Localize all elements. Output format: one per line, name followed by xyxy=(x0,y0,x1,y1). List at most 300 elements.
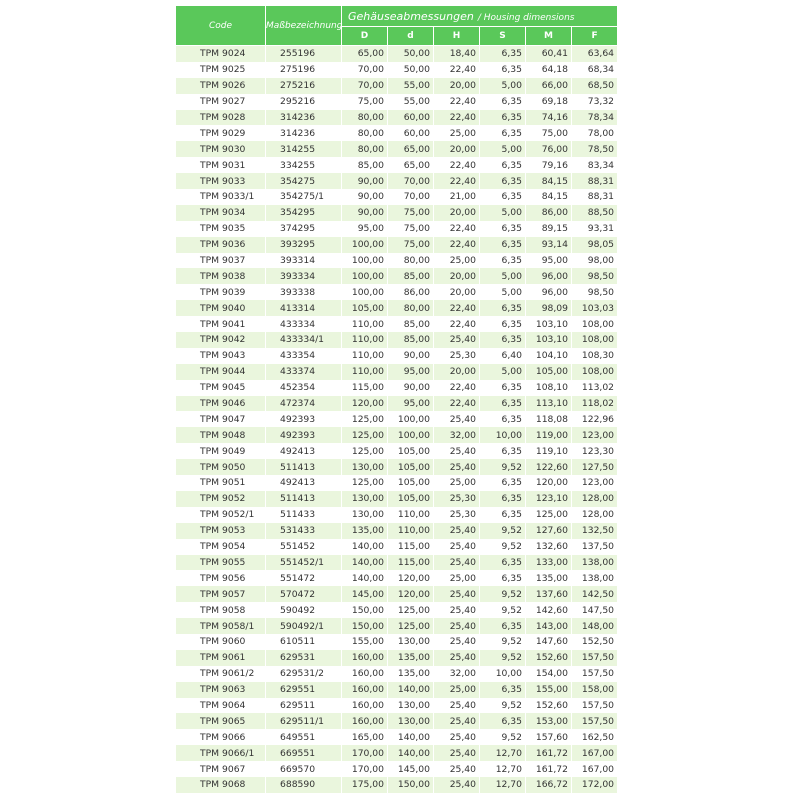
cell-d: 85,00 xyxy=(388,332,434,348)
cell-M: 147,60 xyxy=(526,634,572,650)
header-col-F: F xyxy=(572,27,618,46)
cell-H: 22,40 xyxy=(434,173,480,189)
cell-d: 150,00 xyxy=(388,777,434,793)
cell-massbezeichnung: 275196 xyxy=(266,62,342,78)
cell-D: 160,00 xyxy=(342,698,388,714)
cell-massbezeichnung: 314236 xyxy=(266,110,342,126)
cell-S: 5,00 xyxy=(480,268,526,284)
cell-code: TPM 9037 xyxy=(176,253,266,269)
cell-H: 25,40 xyxy=(434,713,480,729)
table-row xyxy=(176,396,618,412)
table-row xyxy=(176,602,618,618)
cell-F: 78,00 xyxy=(572,125,618,141)
cell-F: 68,50 xyxy=(572,78,618,94)
cell-H: 25,40 xyxy=(434,777,480,793)
cell-F: 157,50 xyxy=(572,666,618,682)
table-row xyxy=(176,666,618,682)
cell-H: 22,40 xyxy=(434,94,480,110)
cell-code: TPM 9066/1 xyxy=(176,745,266,761)
table-row xyxy=(176,46,618,62)
cell-d: 70,00 xyxy=(388,189,434,205)
table-row xyxy=(176,459,618,475)
table-row xyxy=(176,253,618,269)
cell-F: 128,00 xyxy=(572,491,618,507)
cell-H: 25,40 xyxy=(434,332,480,348)
cell-D: 125,00 xyxy=(342,427,388,443)
cell-H: 32,00 xyxy=(434,666,480,682)
cell-F: 103,03 xyxy=(572,300,618,316)
table-row xyxy=(176,713,618,729)
cell-D: 150,00 xyxy=(342,602,388,618)
cell-F: 172,00 xyxy=(572,777,618,793)
header-group-de: Gehäuseabmessungen xyxy=(348,9,474,23)
cell-H: 22,40 xyxy=(434,62,480,78)
cell-code: TPM 9024 xyxy=(176,46,266,62)
cell-d: 115,00 xyxy=(388,539,434,555)
cell-massbezeichnung: 492413 xyxy=(266,443,342,459)
cell-H: 22,40 xyxy=(434,300,480,316)
table-row xyxy=(176,411,618,427)
cell-M: 96,00 xyxy=(526,284,572,300)
cell-d: 50,00 xyxy=(388,62,434,78)
cell-M: 76,00 xyxy=(526,141,572,157)
table-row xyxy=(176,586,618,602)
cell-code: TPM 9067 xyxy=(176,761,266,777)
cell-F: 108,00 xyxy=(572,332,618,348)
cell-code: TPM 9048 xyxy=(176,427,266,443)
cell-d: 65,00 xyxy=(388,141,434,157)
cell-massbezeichnung: 570472 xyxy=(266,586,342,602)
cell-massbezeichnung: 629531/2 xyxy=(266,666,342,682)
cell-F: 88,31 xyxy=(572,189,618,205)
table-row xyxy=(176,745,618,761)
cell-H: 25,00 xyxy=(434,475,480,491)
cell-D: 170,00 xyxy=(342,761,388,777)
cell-M: 89,15 xyxy=(526,221,572,237)
cell-massbezeichnung: 551452/1 xyxy=(266,555,342,571)
cell-S: 6,40 xyxy=(480,348,526,364)
cell-M: 161,72 xyxy=(526,761,572,777)
cell-code: TPM 9036 xyxy=(176,237,266,253)
cell-M: 161,72 xyxy=(526,745,572,761)
cell-S: 9,52 xyxy=(480,539,526,555)
cell-M: 154,00 xyxy=(526,666,572,682)
table-row xyxy=(176,507,618,523)
cell-massbezeichnung: 255196 xyxy=(266,46,342,62)
cell-S: 6,35 xyxy=(480,237,526,253)
cell-d: 75,00 xyxy=(388,237,434,253)
cell-F: 147,50 xyxy=(572,602,618,618)
cell-S: 12,70 xyxy=(480,761,526,777)
cell-M: 74,16 xyxy=(526,110,572,126)
cell-H: 25,00 xyxy=(434,682,480,698)
cell-d: 60,00 xyxy=(388,125,434,141)
cell-code: TPM 9049 xyxy=(176,443,266,459)
cell-D: 170,00 xyxy=(342,745,388,761)
table-row xyxy=(176,729,618,745)
cell-S: 6,35 xyxy=(480,411,526,427)
table-row xyxy=(176,268,618,284)
cell-F: 142,50 xyxy=(572,586,618,602)
cell-H: 21,00 xyxy=(434,189,480,205)
cell-code: TPM 9033 xyxy=(176,173,266,189)
cell-M: 122,60 xyxy=(526,459,572,475)
header-group-en: / Housing dimensions xyxy=(477,12,575,23)
cell-d: 55,00 xyxy=(388,94,434,110)
cell-H: 25,00 xyxy=(434,570,480,586)
cell-H: 22,40 xyxy=(434,380,480,396)
table-row xyxy=(176,618,618,634)
cell-code: TPM 9055 xyxy=(176,555,266,571)
cell-H: 25,40 xyxy=(434,698,480,714)
cell-massbezeichnung: 354275 xyxy=(266,173,342,189)
cell-D: 110,00 xyxy=(342,316,388,332)
cell-S: 6,35 xyxy=(480,189,526,205)
cell-S: 9,52 xyxy=(480,602,526,618)
cell-D: 140,00 xyxy=(342,539,388,555)
header-housing-dimensions xyxy=(342,6,618,27)
header-col-D: D xyxy=(342,27,388,46)
cell-M: 152,60 xyxy=(526,698,572,714)
cell-code: TPM 9052/1 xyxy=(176,507,266,523)
cell-F: 108,30 xyxy=(572,348,618,364)
cell-H: 25,30 xyxy=(434,507,480,523)
cell-D: 135,00 xyxy=(342,523,388,539)
table-row xyxy=(176,682,618,698)
header-col-H: H xyxy=(434,27,480,46)
cell-H: 20,00 xyxy=(434,284,480,300)
cell-massbezeichnung: 551452 xyxy=(266,539,342,555)
cell-F: 127,50 xyxy=(572,459,618,475)
cell-S: 6,35 xyxy=(480,94,526,110)
cell-D: 80,00 xyxy=(342,110,388,126)
cell-d: 120,00 xyxy=(388,570,434,586)
table-row xyxy=(176,539,618,555)
cell-S: 6,35 xyxy=(480,507,526,523)
cell-massbezeichnung: 433374 xyxy=(266,364,342,380)
table-row xyxy=(176,523,618,539)
cell-S: 6,35 xyxy=(480,110,526,126)
cell-d: 85,00 xyxy=(388,268,434,284)
cell-d: 130,00 xyxy=(388,634,434,650)
table-row xyxy=(176,110,618,126)
cell-H: 25,40 xyxy=(434,443,480,459)
cell-H: 22,40 xyxy=(434,110,480,126)
cell-H: 25,40 xyxy=(434,745,480,761)
cell-massbezeichnung: 492413 xyxy=(266,475,342,491)
cell-massbezeichnung: 610511 xyxy=(266,634,342,650)
cell-D: 130,00 xyxy=(342,507,388,523)
cell-massbezeichnung: 275216 xyxy=(266,78,342,94)
cell-M: 113,10 xyxy=(526,396,572,412)
cell-code: TPM 9025 xyxy=(176,62,266,78)
cell-d: 55,00 xyxy=(388,78,434,94)
cell-S: 6,35 xyxy=(480,221,526,237)
cell-code: TPM 9041 xyxy=(176,316,266,332)
table-row xyxy=(176,284,618,300)
table-row xyxy=(176,650,618,666)
cell-massbezeichnung: 590492 xyxy=(266,602,342,618)
cell-d: 95,00 xyxy=(388,364,434,380)
cell-S: 9,52 xyxy=(480,523,526,539)
cell-massbezeichnung: 472374 xyxy=(266,396,342,412)
cell-S: 6,35 xyxy=(480,300,526,316)
cell-D: 110,00 xyxy=(342,332,388,348)
cell-F: 157,50 xyxy=(572,698,618,714)
cell-F: 78,34 xyxy=(572,110,618,126)
cell-M: 108,10 xyxy=(526,380,572,396)
cell-F: 148,00 xyxy=(572,618,618,634)
cell-F: 98,50 xyxy=(572,284,618,300)
cell-F: 88,31 xyxy=(572,173,618,189)
cell-D: 95,00 xyxy=(342,221,388,237)
cell-S: 6,35 xyxy=(480,682,526,698)
cell-massbezeichnung: 531433 xyxy=(266,523,342,539)
cell-d: 105,00 xyxy=(388,475,434,491)
cell-F: 63,64 xyxy=(572,46,618,62)
cell-F: 98,05 xyxy=(572,237,618,253)
cell-H: 25,40 xyxy=(434,618,480,634)
cell-d: 100,00 xyxy=(388,427,434,443)
cell-D: 155,00 xyxy=(342,634,388,650)
cell-F: 167,00 xyxy=(572,745,618,761)
cell-massbezeichnung: 629551 xyxy=(266,682,342,698)
table-row xyxy=(176,173,618,189)
cell-code: TPM 9029 xyxy=(176,125,266,141)
cell-F: 137,50 xyxy=(572,539,618,555)
cell-S: 6,35 xyxy=(480,570,526,586)
cell-S: 6,35 xyxy=(480,491,526,507)
cell-H: 25,40 xyxy=(434,729,480,745)
cell-F: 158,00 xyxy=(572,682,618,698)
cell-F: 157,50 xyxy=(572,713,618,729)
cell-H: 25,40 xyxy=(434,411,480,427)
cell-M: 143,00 xyxy=(526,618,572,634)
cell-D: 70,00 xyxy=(342,78,388,94)
cell-D: 70,00 xyxy=(342,62,388,78)
cell-d: 100,00 xyxy=(388,411,434,427)
cell-code: TPM 9026 xyxy=(176,78,266,94)
cell-M: 93,14 xyxy=(526,237,572,253)
cell-D: 160,00 xyxy=(342,713,388,729)
cell-H: 20,00 xyxy=(434,205,480,221)
cell-H: 25,00 xyxy=(434,125,480,141)
header-col-d: d xyxy=(388,27,434,46)
cell-H: 25,00 xyxy=(434,253,480,269)
cell-S: 9,52 xyxy=(480,586,526,602)
cell-F: 162,50 xyxy=(572,729,618,745)
cell-F: 152,50 xyxy=(572,634,618,650)
header-massbezeichnung: Maßbezeichnung xyxy=(266,6,342,46)
table-row xyxy=(176,189,618,205)
cell-massbezeichnung: 393314 xyxy=(266,253,342,269)
cell-d: 140,00 xyxy=(388,745,434,761)
cell-d: 130,00 xyxy=(388,713,434,729)
cell-code: TPM 9058 xyxy=(176,602,266,618)
cell-massbezeichnung: 511413 xyxy=(266,459,342,475)
cell-massbezeichnung: 354295 xyxy=(266,205,342,221)
cell-code: TPM 9038 xyxy=(176,268,266,284)
table-row xyxy=(176,634,618,650)
cell-M: 103,10 xyxy=(526,332,572,348)
cell-massbezeichnung: 393338 xyxy=(266,284,342,300)
cell-H: 22,40 xyxy=(434,396,480,412)
table-row xyxy=(176,777,618,793)
cell-H: 25,40 xyxy=(434,459,480,475)
header-col-S: S xyxy=(480,27,526,46)
cell-M: 166,72 xyxy=(526,777,572,793)
cell-M: 75,00 xyxy=(526,125,572,141)
cell-massbezeichnung: 393295 xyxy=(266,237,342,253)
cell-d: 140,00 xyxy=(388,682,434,698)
cell-M: 66,00 xyxy=(526,78,572,94)
cell-S: 9,52 xyxy=(480,459,526,475)
cell-code: TPM 9051 xyxy=(176,475,266,491)
cell-F: 93,31 xyxy=(572,221,618,237)
table-row xyxy=(176,78,618,94)
cell-F: 108,00 xyxy=(572,316,618,332)
cell-massbezeichnung: 354275/1 xyxy=(266,189,342,205)
cell-S: 5,00 xyxy=(480,364,526,380)
cell-D: 100,00 xyxy=(342,237,388,253)
cell-massbezeichnung: 314255 xyxy=(266,141,342,157)
cell-code: TPM 9061/2 xyxy=(176,666,266,682)
cell-H: 22,40 xyxy=(434,221,480,237)
cell-code: TPM 9027 xyxy=(176,94,266,110)
cell-d: 105,00 xyxy=(388,491,434,507)
cell-M: 60,41 xyxy=(526,46,572,62)
cell-d: 105,00 xyxy=(388,459,434,475)
cell-H: 22,40 xyxy=(434,237,480,253)
cell-F: 123,00 xyxy=(572,427,618,443)
cell-D: 80,00 xyxy=(342,125,388,141)
table-body xyxy=(176,46,618,793)
cell-d: 85,00 xyxy=(388,316,434,332)
cell-code: TPM 9046 xyxy=(176,396,266,412)
cell-S: 5,00 xyxy=(480,141,526,157)
cell-S: 6,35 xyxy=(480,380,526,396)
table-row xyxy=(176,570,618,586)
cell-code: TPM 9047 xyxy=(176,411,266,427)
cell-F: 138,00 xyxy=(572,555,618,571)
cell-S: 5,00 xyxy=(480,205,526,221)
cell-F: 167,00 xyxy=(572,761,618,777)
cell-D: 100,00 xyxy=(342,284,388,300)
cell-M: 142,60 xyxy=(526,602,572,618)
table-row xyxy=(176,427,618,443)
cell-code: TPM 9056 xyxy=(176,570,266,586)
cell-code: TPM 9064 xyxy=(176,698,266,714)
cell-code: TPM 9031 xyxy=(176,157,266,173)
cell-massbezeichnung: 334255 xyxy=(266,157,342,173)
cell-S: 9,52 xyxy=(480,634,526,650)
cell-F: 83,34 xyxy=(572,157,618,173)
cell-S: 5,00 xyxy=(480,284,526,300)
cell-d: 70,00 xyxy=(388,173,434,189)
cell-massbezeichnung: 629531 xyxy=(266,650,342,666)
table-row xyxy=(176,761,618,777)
table-header xyxy=(176,6,618,46)
cell-H: 20,00 xyxy=(434,268,480,284)
table-row xyxy=(176,698,618,714)
cell-F: 98,00 xyxy=(572,253,618,269)
cell-D: 160,00 xyxy=(342,666,388,682)
cell-F: 68,34 xyxy=(572,62,618,78)
cell-D: 130,00 xyxy=(342,459,388,475)
cell-d: 140,00 xyxy=(388,729,434,745)
cell-code: TPM 9035 xyxy=(176,221,266,237)
cell-M: 155,00 xyxy=(526,682,572,698)
header-code: Code xyxy=(176,6,266,46)
cell-M: 119,00 xyxy=(526,427,572,443)
cell-massbezeichnung: 295216 xyxy=(266,94,342,110)
cell-code: TPM 9066 xyxy=(176,729,266,745)
cell-d: 135,00 xyxy=(388,666,434,682)
cell-H: 25,40 xyxy=(434,586,480,602)
cell-D: 140,00 xyxy=(342,570,388,586)
cell-massbezeichnung: 452354 xyxy=(266,380,342,396)
table-row xyxy=(176,300,618,316)
cell-M: 96,00 xyxy=(526,268,572,284)
cell-D: 65,00 xyxy=(342,46,388,62)
cell-d: 110,00 xyxy=(388,523,434,539)
cell-D: 140,00 xyxy=(342,555,388,571)
cell-d: 75,00 xyxy=(388,221,434,237)
cell-S: 10,00 xyxy=(480,427,526,443)
cell-M: 135,00 xyxy=(526,570,572,586)
cell-M: 86,00 xyxy=(526,205,572,221)
cell-d: 120,00 xyxy=(388,586,434,602)
cell-code: TPM 9042 xyxy=(176,332,266,348)
cell-d: 60,00 xyxy=(388,110,434,126)
cell-D: 100,00 xyxy=(342,268,388,284)
cell-H: 25,40 xyxy=(434,523,480,539)
cell-code: TPM 9030 xyxy=(176,141,266,157)
cell-S: 6,35 xyxy=(480,618,526,634)
cell-massbezeichnung: 688590 xyxy=(266,777,342,793)
cell-F: 118,02 xyxy=(572,396,618,412)
cell-code: TPM 9053 xyxy=(176,523,266,539)
cell-D: 150,00 xyxy=(342,618,388,634)
cell-M: 153,00 xyxy=(526,713,572,729)
cell-M: 152,60 xyxy=(526,650,572,666)
cell-code: TPM 9065 xyxy=(176,713,266,729)
cell-D: 125,00 xyxy=(342,443,388,459)
cell-M: 125,00 xyxy=(526,507,572,523)
table-row xyxy=(176,221,618,237)
cell-code: TPM 9058/1 xyxy=(176,618,266,634)
cell-D: 160,00 xyxy=(342,650,388,666)
cell-d: 135,00 xyxy=(388,650,434,666)
table-row xyxy=(176,205,618,221)
cell-S: 6,35 xyxy=(480,46,526,62)
cell-d: 75,00 xyxy=(388,205,434,221)
cell-massbezeichnung: 314236 xyxy=(266,125,342,141)
cell-D: 125,00 xyxy=(342,411,388,427)
cell-d: 90,00 xyxy=(388,348,434,364)
cell-F: 138,00 xyxy=(572,570,618,586)
cell-massbezeichnung: 374295 xyxy=(266,221,342,237)
cell-D: 90,00 xyxy=(342,189,388,205)
cell-code: TPM 9054 xyxy=(176,539,266,555)
cell-H: 25,40 xyxy=(434,555,480,571)
table-row xyxy=(176,555,618,571)
cell-massbezeichnung: 393334 xyxy=(266,268,342,284)
cell-M: 69,18 xyxy=(526,94,572,110)
cell-S: 6,35 xyxy=(480,555,526,571)
cell-code: TPM 9068 xyxy=(176,777,266,793)
cell-M: 132,60 xyxy=(526,539,572,555)
